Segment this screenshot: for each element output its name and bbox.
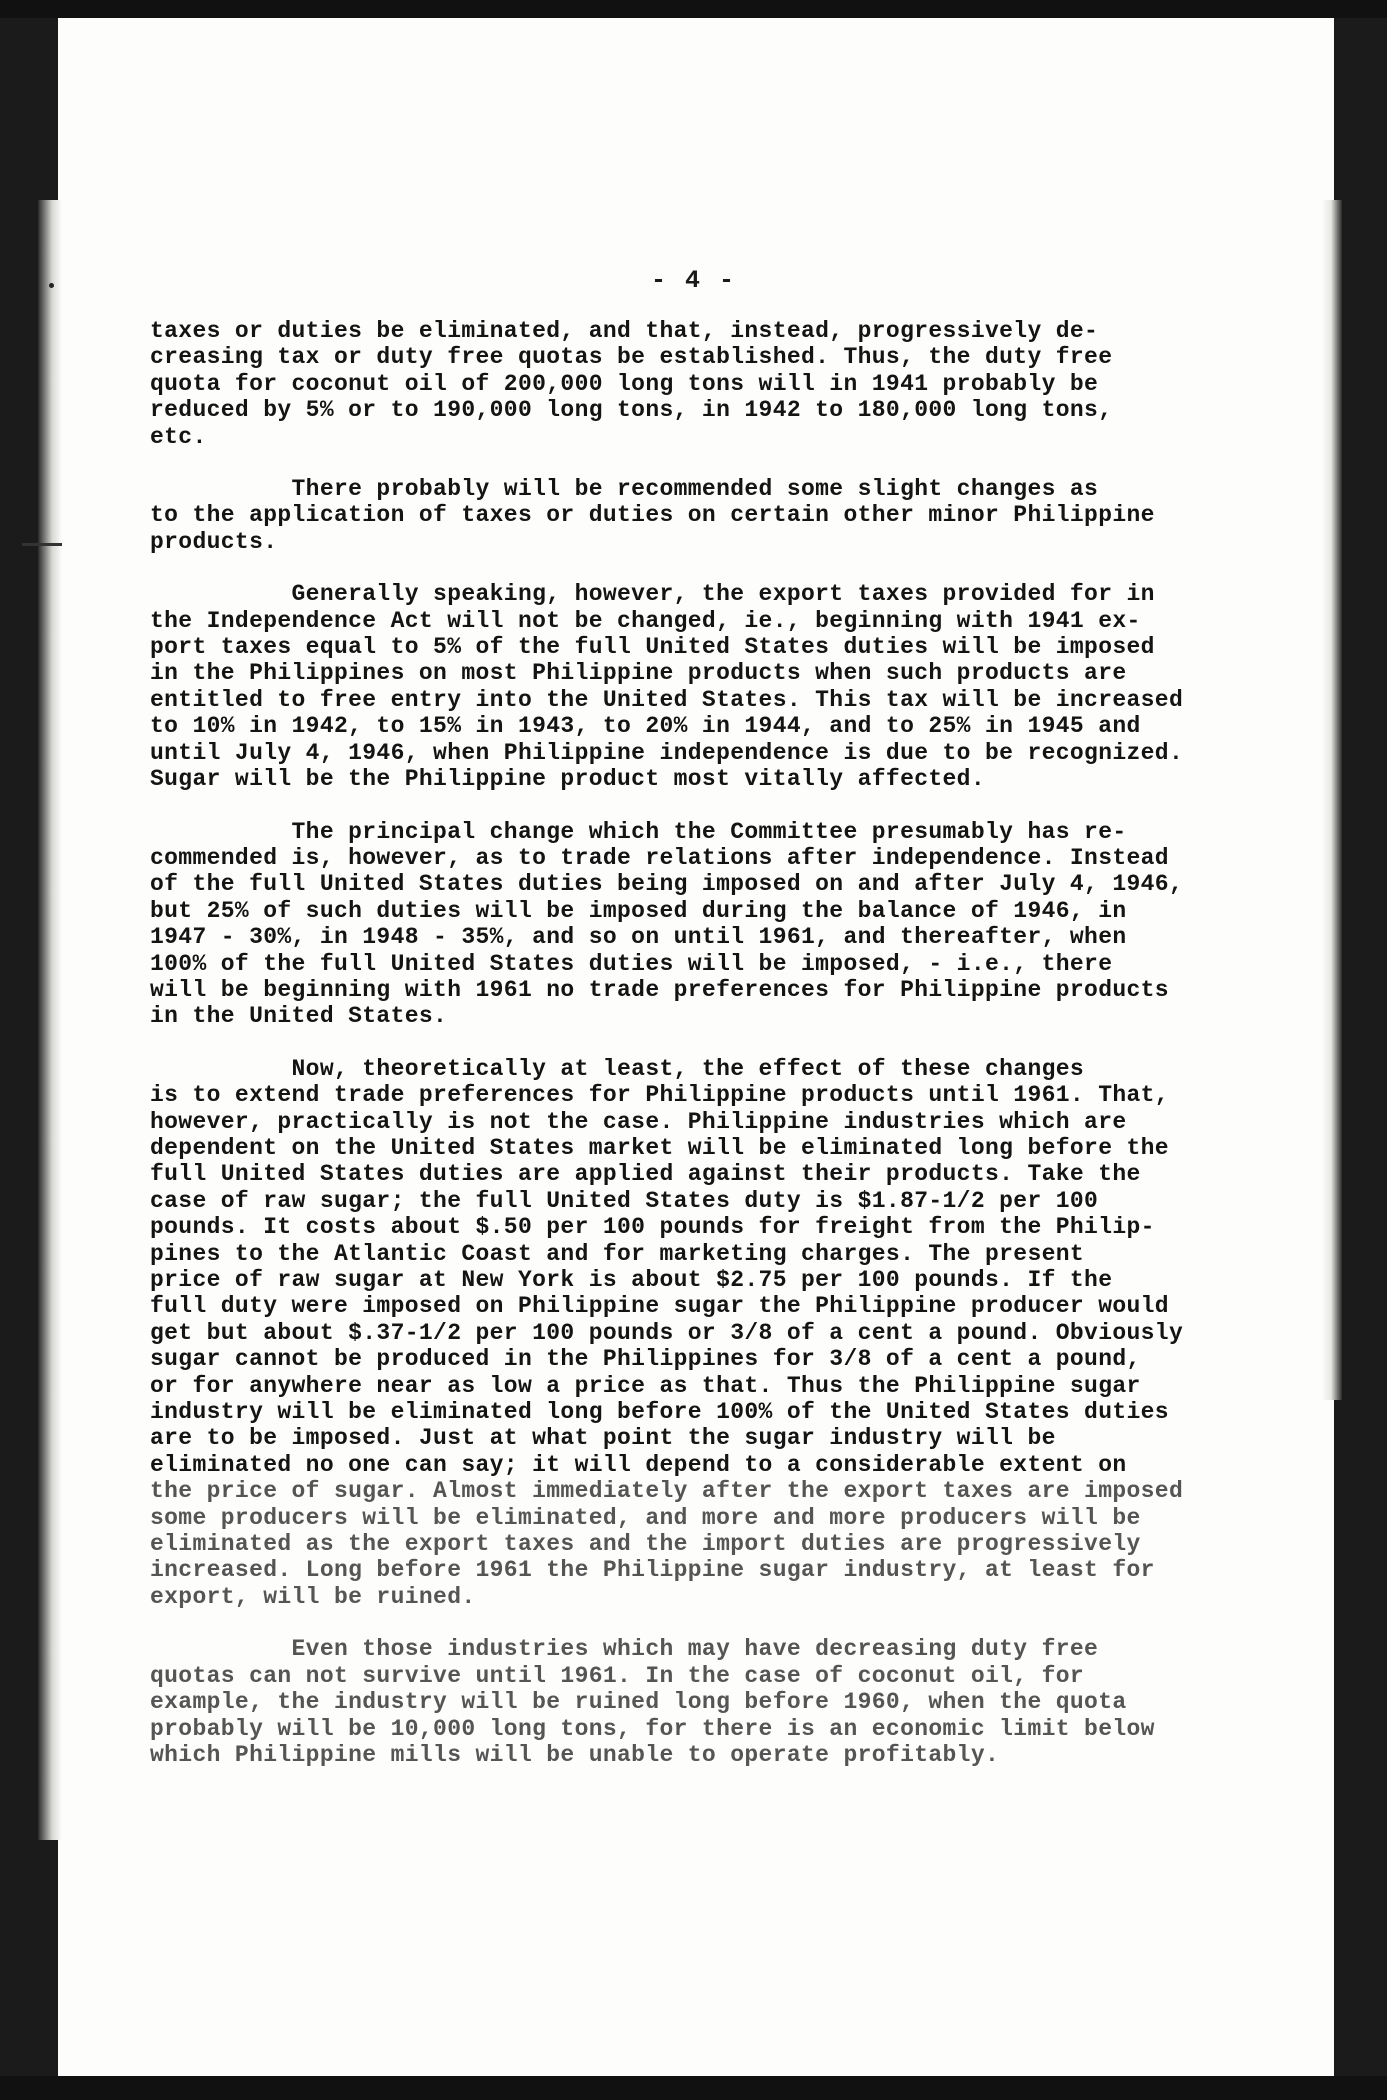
- text-line: will be beginning with 1961 no trade preferences for Philippine products: [150, 976, 1169, 1003]
- text-line: industry will be eliminated long before 100% of the United States duties: [150, 1399, 1169, 1426]
- text-line: probably will be 10,000 long tons, for there is an economic limit below: [150, 1715, 1155, 1742]
- text-line: pines to the Atlantic Coast and for marketing charges. The present: [150, 1240, 1085, 1267]
- text-line: to 10% in 1942, to 15% in 1943, to 20% in 1944, and to 25% in 1945 and: [150, 713, 1141, 740]
- text-line: full United States duties are applied against their products. Take the: [150, 1161, 1141, 1188]
- text-line: the price of sugar. Almost immediately after the export taxes are imposed: [150, 1478, 1184, 1505]
- text-line: commended is, however, as to trade relations after independence. Instead: [150, 844, 1169, 871]
- paragraph-gap: [150, 793, 1310, 819]
- text-line: some producers will be eliminated, and more and more producers will be: [150, 1504, 1141, 1531]
- margin-mark: [22, 543, 62, 546]
- text-line: Even those industries which may have decreasing duty free: [150, 1636, 1099, 1663]
- scan-border-bottom: [0, 2076, 1387, 2100]
- text-line: example, the industry will be ruined long before 1960, when the quota: [150, 1689, 1127, 1716]
- text-line: eliminated no one can say; it will depend to a considerable extent on: [150, 1451, 1127, 1478]
- paragraph-gap: [150, 1030, 1310, 1056]
- text-line: are to be imposed. Just at what point the sugar industry will be: [150, 1425, 1056, 1452]
- text-line: Now, theoretically at least, the effect of these changes: [150, 1055, 1085, 1082]
- paragraph: [150, 819, 1310, 1030]
- scan-border-top: [0, 0, 1387, 18]
- text-line: etc.: [150, 423, 207, 450]
- text-line: There probably will be recommended some slight changes as: [150, 476, 1099, 503]
- text-line: 1947 - 30%, in 1948 - 35%, and so on until 1961, and thereafter, when: [150, 924, 1127, 951]
- text-line: which Philippine mills will be unable to operate profitably.: [150, 1741, 1000, 1768]
- paragraph: [150, 581, 1310, 792]
- text-line: sugar cannot be produced in the Philippines for 3/8 of a cent a pound,: [150, 1346, 1141, 1373]
- text-line: to the application of taxes or duties on certain other minor Philippine: [150, 502, 1155, 529]
- text-line: pounds. It costs about $.50 per 100 pounds for freight from the Philip-: [150, 1214, 1155, 1241]
- text-line: or for anywhere near as low a price as that. Thus the Philippine sugar: [150, 1372, 1141, 1399]
- text-line: in the United States.: [150, 1003, 448, 1030]
- paper-edge-left: [38, 200, 62, 1840]
- text-line: of the full United States duties being imposed on and after July 4, 1946,: [150, 871, 1184, 898]
- text-line: increased. Long before 1961 the Philippine sugar industry, at least for: [150, 1557, 1155, 1584]
- text-line: until July 4, 1946, when Philippine independence is due to be recognized.: [150, 739, 1184, 766]
- paragraph: [150, 318, 1310, 450]
- paragraph-gap: [150, 450, 1310, 476]
- text-line: export, will be ruined.: [150, 1583, 476, 1610]
- text-line: eliminated as the export taxes and the import duties are progressively: [150, 1531, 1141, 1558]
- paragraph-gap: [150, 1610, 1310, 1636]
- text-line: price of raw sugar at New York is about $2.75 per 100 pounds. If the: [150, 1267, 1113, 1293]
- text-line: in the Philippines on most Philippine products when such products are: [150, 660, 1127, 687]
- paragraph: [150, 476, 1310, 555]
- text-line: get but about $.37-1/2 per 100 pounds or 3/8 of a cent a pound. Obviously: [150, 1319, 1184, 1346]
- text-line: quota for coconut oil of 200,000 long tons will in 1941 probably be: [150, 370, 1099, 397]
- text-line: Sugar will be the Philippine product most vitally affected.: [150, 766, 985, 793]
- paper-edge-right: [1322, 200, 1342, 1400]
- text-line: but 25% of such duties will be imposed during the balance of 1946, in: [150, 897, 1127, 924]
- text-line: quotas can not survive until 1961. In the case of coconut oil, for: [150, 1662, 1085, 1689]
- paragraph: [150, 1056, 1310, 1611]
- paragraph: [150, 1636, 1310, 1768]
- text-line: Generally speaking, however, the export taxes provided for in: [150, 581, 1155, 608]
- page-number: - 4 -: [650, 266, 736, 295]
- text-line: The principal change which the Committee presumably has re-: [150, 818, 1127, 845]
- text-line: 100% of the full United States duties will be imposed, - i.e., there: [150, 950, 1113, 977]
- text-line: however, practically is not the case. Philippine industries which are: [150, 1108, 1127, 1135]
- text-line: the Independence Act will not be changed, ie., beginning with 1941 ex-: [150, 607, 1141, 634]
- document-body: [150, 318, 1310, 1768]
- text-line: reduced by 5% or to 190,000 long tons, in 1942 to 180,000 long tons,: [150, 397, 1113, 424]
- text-line: taxes or duties be eliminated, and that, instead, progressively de-: [150, 318, 1099, 344]
- paragraph-gap: [150, 555, 1310, 581]
- text-line: is to extend trade preferences for Philippine products until 1961. That,: [150, 1082, 1169, 1109]
- text-line: port taxes equal to 5% of the full United States duties will be imposed: [150, 634, 1155, 661]
- text-line: case of raw sugar; the full United States duty is $1.87-1/2 per 100: [150, 1187, 1099, 1214]
- text-line: creasing tax or duty free quotas be established. Thus, the duty free: [150, 344, 1113, 371]
- text-line: dependent on the United States market will be eliminated long before the: [150, 1134, 1169, 1161]
- text-line: full duty were imposed on Philippine sugar the Philippine producer would: [150, 1293, 1169, 1320]
- text-line: entitled to free entry into the United States. This tax will be increased: [150, 686, 1184, 713]
- text-line: products.: [150, 528, 278, 555]
